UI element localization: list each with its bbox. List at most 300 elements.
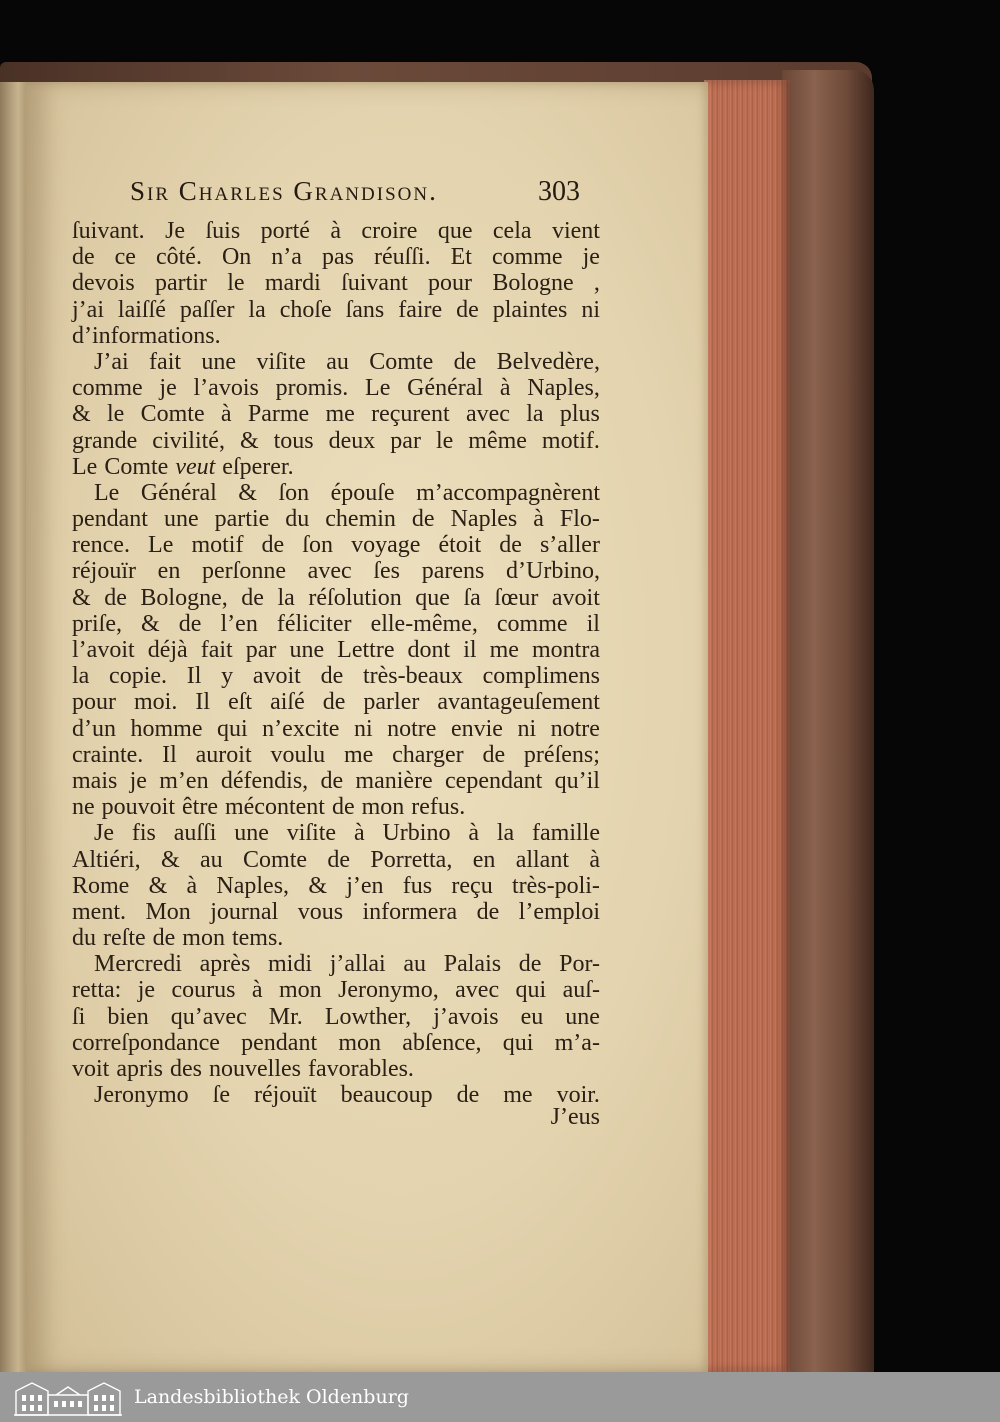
word: Général (140, 479, 217, 506)
word: il (586, 610, 600, 637)
word: Naples (450, 506, 518, 533)
word: abſence, (402, 1029, 482, 1056)
word: journal (210, 898, 279, 925)
word: réjouït (253, 1082, 317, 1109)
page-number: 303 (538, 176, 580, 207)
red-page-edges (704, 80, 790, 1372)
word: de (411, 506, 435, 533)
word: fait (200, 637, 233, 663)
library-building-icon (12, 1377, 124, 1417)
text-line (72, 454, 600, 480)
text-line (72, 1056, 600, 1082)
text-line (72, 977, 600, 1003)
word: la (248, 296, 266, 323)
word: Porretta, (370, 846, 453, 873)
word: pendant (241, 1029, 318, 1056)
word: Parme (247, 401, 310, 428)
word: de (178, 610, 202, 637)
word: de (518, 951, 542, 978)
word: après (199, 951, 251, 978)
word: à (499, 375, 511, 402)
word: eſt (228, 689, 253, 716)
word: famille (532, 820, 600, 847)
word: l’avoit (72, 637, 135, 663)
word: ni (581, 296, 600, 323)
word: à (468, 820, 479, 847)
word: viſite (286, 820, 337, 847)
word: Je (165, 218, 186, 244)
word: mon (338, 1029, 382, 1056)
text-line (72, 663, 600, 689)
text-line (72, 716, 600, 742)
word: avec (465, 401, 510, 428)
word: l’emploi (518, 898, 600, 925)
word: Urbino (382, 820, 451, 847)
word: à (353, 820, 365, 847)
word: montra (532, 637, 600, 663)
word: de (482, 741, 506, 768)
word: Général (407, 375, 484, 402)
word: Comte (369, 348, 434, 375)
word: des (170, 1056, 202, 1082)
word: la (72, 663, 90, 690)
word: nouvelles (209, 1056, 301, 1082)
word: & (72, 401, 91, 428)
word: de (152, 925, 176, 952)
word: Le (94, 479, 120, 506)
word: ce (114, 244, 136, 271)
word: & (238, 479, 257, 506)
word: Bologne (492, 270, 574, 297)
word: Flo- (559, 506, 600, 533)
word: parens (421, 558, 485, 585)
word: n’a (271, 244, 302, 271)
word: devois (72, 270, 135, 297)
word: Comte (140, 401, 205, 428)
word: d’informations. (72, 322, 221, 349)
word: qui (502, 1029, 534, 1056)
text-line (72, 1004, 600, 1030)
word: Jeronymo (94, 1082, 189, 1109)
word: , (593, 270, 600, 297)
text-line (72, 558, 600, 584)
word: même (468, 427, 527, 454)
text-line (72, 480, 600, 506)
text-line (72, 297, 600, 323)
library-name: Landesbibliothek Oldenburg (134, 1386, 409, 1408)
word: en (472, 846, 496, 873)
word: de (453, 348, 477, 375)
word: avoit (551, 584, 600, 611)
word: vous (297, 898, 344, 925)
text-line (72, 925, 600, 951)
word: auſſi (173, 820, 217, 847)
word: envie (450, 715, 503, 742)
text-line (72, 375, 600, 401)
word: n’excite (262, 715, 340, 742)
word: Belvedère, (496, 348, 600, 375)
word: j’en (346, 872, 384, 899)
text-line (72, 899, 600, 925)
word: notre (387, 715, 437, 742)
word: de (327, 846, 351, 873)
word: la (496, 820, 515, 847)
word: avantageuſement (437, 689, 600, 716)
word: Altiéri, (72, 846, 141, 873)
word: ſœur (494, 584, 539, 611)
text-line (72, 820, 600, 846)
word: pour (428, 270, 473, 297)
text-line (72, 611, 600, 637)
word: à (589, 846, 600, 873)
word: du (72, 925, 96, 952)
word: veut (175, 453, 216, 480)
catchword: J’eus (550, 1104, 600, 1130)
word: ſa (463, 584, 481, 611)
word: cependant (445, 767, 543, 794)
word: mécontent (224, 794, 325, 821)
body-text (72, 218, 600, 1108)
word: être (182, 794, 218, 821)
word: pour (72, 689, 116, 716)
word: ment. (72, 898, 126, 925)
word: elle-même, (370, 610, 478, 637)
word: que (415, 584, 450, 611)
word: m’accompagnèrent (416, 479, 600, 506)
word: plus (559, 401, 600, 428)
word: à (220, 401, 232, 428)
word: étoit (438, 532, 482, 559)
word: reçurent (371, 401, 450, 428)
word: homme (130, 715, 203, 742)
word: à (330, 218, 341, 244)
word: J’ai (94, 348, 129, 375)
word: mon (361, 794, 405, 821)
word: y (221, 663, 234, 690)
word: ſuis (205, 218, 241, 244)
word: allant (515, 846, 569, 873)
word: moi. (134, 689, 178, 716)
word: me (325, 401, 355, 428)
word: je (137, 977, 156, 1004)
word: Il (195, 689, 211, 716)
word: défendis, (220, 767, 309, 794)
word: il (463, 637, 477, 663)
word: faire (398, 296, 443, 323)
word: qu’avec (170, 1003, 247, 1030)
word: pendant (72, 506, 148, 533)
word: perſonne (202, 558, 286, 585)
word: je (159, 375, 177, 402)
word: en (157, 558, 181, 585)
word: déjà (147, 637, 188, 663)
word: ſes (373, 558, 400, 585)
binding-spine-edge (782, 70, 874, 1372)
word: une (289, 637, 325, 663)
word: informera (362, 898, 458, 925)
word: je (582, 244, 600, 271)
word: Et (450, 244, 472, 271)
word: comme (496, 610, 568, 637)
text-line (72, 585, 600, 611)
word: comme (491, 244, 563, 271)
word: cela (492, 218, 532, 244)
text-line (72, 689, 600, 715)
text-line (72, 244, 600, 270)
word: ſuivant (341, 270, 408, 297)
word: comme (72, 375, 143, 402)
word: fus (402, 872, 433, 899)
word: On (221, 244, 252, 271)
text-line (72, 218, 600, 244)
word: grande (72, 427, 138, 454)
text-line (72, 951, 600, 977)
word: vient (551, 218, 600, 244)
word: de (322, 689, 346, 716)
word: épouſe (330, 479, 395, 506)
word: Palais (443, 951, 502, 978)
word: retta: (72, 977, 122, 1004)
word: m’en (159, 767, 209, 794)
word: correſpondance (72, 1029, 220, 1056)
word: ſi (72, 1003, 86, 1030)
word: auroit (195, 741, 252, 768)
word: priſe, (72, 610, 122, 637)
word: partir (154, 270, 207, 297)
word: Jeronymo, (338, 977, 439, 1004)
word: ſon (302, 532, 333, 559)
word: de (241, 584, 264, 611)
word: Rome (72, 872, 130, 899)
word: côté. (155, 244, 202, 271)
word: ſe (212, 1082, 230, 1109)
word: rence. (72, 532, 130, 559)
word: qui (515, 977, 547, 1004)
word: croire (361, 218, 418, 244)
word: refus. (411, 794, 466, 821)
word: promis. (275, 375, 349, 402)
word: bien (107, 1003, 149, 1030)
word: ſuivant. (72, 218, 145, 244)
word: j’allai (329, 951, 386, 978)
word: pouvoit (101, 794, 175, 821)
word: porté (260, 218, 310, 244)
word: j’ai (72, 296, 104, 323)
word: Mon (145, 898, 191, 925)
word: Je (94, 820, 114, 847)
word: partie (214, 506, 270, 533)
word: de (476, 898, 500, 925)
word: tems. (231, 925, 284, 952)
word: aiſé (270, 689, 305, 716)
word: mardi (264, 270, 321, 297)
word: de (456, 296, 479, 323)
word: avec (307, 558, 352, 585)
word: Por- (559, 951, 600, 978)
word: Le (72, 453, 98, 480)
word: & (239, 427, 259, 454)
text-line (72, 506, 600, 532)
text-line (72, 768, 600, 794)
word: qu’il (554, 767, 600, 794)
word: du (285, 506, 310, 533)
word: la (526, 401, 544, 428)
word: ne (72, 794, 95, 821)
word: me (489, 637, 519, 663)
text-line (72, 532, 600, 558)
word: Mercredi (94, 951, 182, 978)
word: le (435, 427, 454, 454)
word: au (200, 846, 223, 873)
word: crainte. (72, 741, 144, 768)
word: qui (217, 715, 248, 742)
word: ſon (278, 479, 310, 506)
word: chemin (325, 506, 396, 533)
word: une (163, 506, 199, 533)
word: d’Urbino, (506, 558, 600, 585)
word: me (503, 1082, 533, 1109)
word: mon (278, 977, 322, 1004)
word: avoit (252, 663, 301, 690)
word: de (320, 663, 344, 690)
word: la (277, 584, 295, 611)
word: me (343, 741, 374, 768)
word: très-poli- (511, 872, 600, 899)
word: Il (162, 741, 177, 768)
word: voit (72, 1056, 110, 1082)
word: le (227, 270, 245, 297)
word: de (456, 1082, 480, 1109)
word: m’a- (554, 1029, 600, 1056)
word: copie. (109, 663, 168, 690)
word: au (403, 951, 427, 978)
text-line (72, 742, 600, 768)
word: motif (191, 532, 244, 559)
word: notre (550, 715, 600, 742)
word: eu (520, 1003, 544, 1030)
word: de (320, 767, 344, 794)
word: Lowther, (324, 1003, 412, 1030)
word: & (72, 584, 91, 611)
word: favorables. (307, 1056, 414, 1082)
word: Naples, (216, 872, 290, 899)
word: je (129, 767, 147, 794)
word: Bologne, (140, 584, 228, 611)
word: & (141, 610, 160, 637)
word: Le (365, 375, 391, 402)
word: une (201, 348, 237, 375)
word: de (331, 794, 355, 821)
word: réſolution (308, 584, 402, 611)
word: de (261, 532, 285, 559)
word: parler (363, 689, 420, 716)
word: à (186, 872, 198, 899)
word: pas (321, 244, 354, 271)
word: une (234, 820, 269, 847)
text-line (72, 873, 600, 899)
word: deux (328, 427, 376, 454)
word: Lettre (337, 637, 395, 663)
word: par (390, 427, 421, 454)
text-line (72, 270, 600, 296)
word: & (148, 872, 168, 899)
word: plaintes (492, 296, 568, 323)
word: au (326, 348, 349, 375)
word: voir. (556, 1082, 600, 1109)
word: charger (392, 741, 464, 768)
word: apris (116, 1056, 163, 1082)
word: mais (72, 767, 118, 794)
word: beaucoup (340, 1082, 433, 1109)
word: l’avois (193, 375, 259, 402)
word: d’un (72, 715, 116, 742)
word: paſſer (179, 296, 235, 323)
word: que (437, 218, 473, 244)
word: fait (149, 348, 182, 375)
word: ni (517, 715, 537, 742)
word: Comte (243, 846, 308, 873)
word: tous (273, 427, 314, 454)
word: ſans (345, 296, 385, 323)
catchword-line (72, 1104, 600, 1131)
text-line (72, 1030, 600, 1056)
footer-bar (0, 1372, 1000, 1422)
word: choſe (279, 296, 332, 323)
word: le (106, 401, 125, 428)
word: Mr. (268, 1003, 303, 1030)
text-line (72, 323, 600, 349)
word: avec (455, 977, 500, 1004)
text-line (72, 349, 600, 375)
word: par (245, 637, 277, 663)
word: & (308, 872, 327, 899)
text-line (72, 428, 600, 454)
word: auſ- (562, 977, 600, 1004)
word: de (499, 532, 522, 559)
word: Naples, (527, 375, 600, 402)
word: mon (182, 925, 225, 952)
word: réuſſi. (373, 244, 431, 271)
word: préſens; (523, 741, 600, 768)
running-head: Sir Charles Grandison. (130, 176, 438, 206)
text-line (72, 847, 600, 873)
word: à (251, 977, 263, 1004)
word: dont (407, 637, 451, 663)
text-line (72, 637, 600, 663)
word: j’avois (433, 1003, 499, 1030)
word: féliciter (276, 610, 352, 637)
text-line (72, 401, 600, 427)
word: réjouïr (72, 558, 136, 585)
word: Comte (104, 453, 169, 480)
word: Il (186, 663, 202, 690)
word: complimens (482, 663, 600, 690)
word: fis (131, 820, 156, 847)
text-line (72, 794, 600, 820)
word: à (533, 506, 544, 533)
word: midi (268, 951, 313, 978)
word: de (72, 244, 95, 271)
word: s’aller (539, 532, 600, 559)
word: voulu (270, 741, 326, 768)
word: viſite (256, 348, 306, 375)
word: eſperer. (222, 453, 294, 480)
word: de (104, 584, 127, 611)
word: reſte (103, 925, 146, 952)
word: civilité, (152, 427, 225, 454)
word: une (565, 1003, 600, 1030)
word: ni (353, 715, 373, 742)
